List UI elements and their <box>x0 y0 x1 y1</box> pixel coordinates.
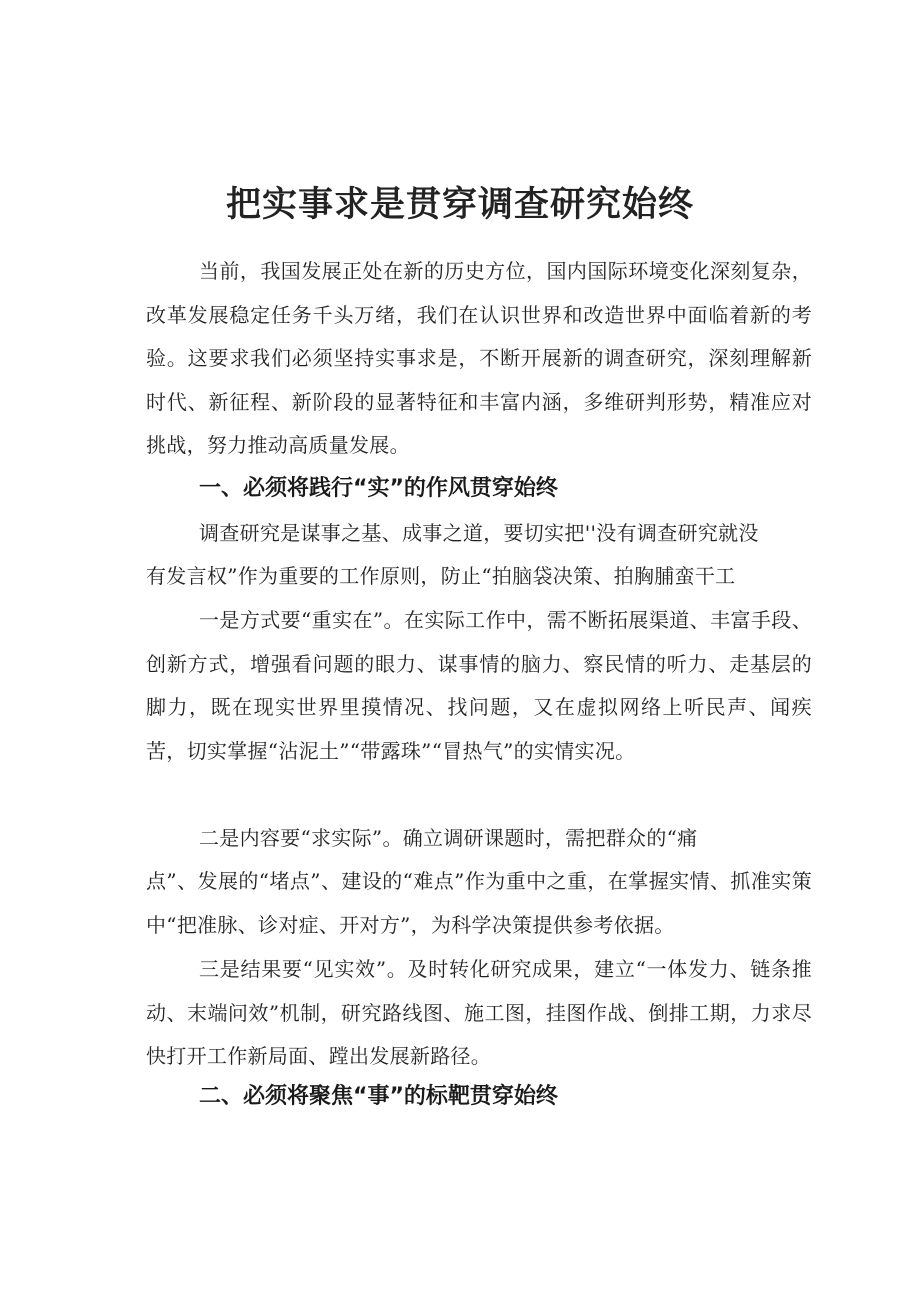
intro-paragraph: 当前，我国发展正处在新的历史方位，国内国际环境变化深刻复杂，改革发展稳定任务千头万绪，我们在认识世界和改造世界中面临着新的考验。这要求我们必须坚持实事求是，不断开展新的调查研究，深刻理解新时代、新征程、新阶段的显著特征和丰富内涵，多维研判形势，精准应对挑战，努力推动高质量发展。 <box>146 259 812 457</box>
section-1-point-2-rest: 点”、发展的“堵点”、建设的“难点”作为重中之重，在掌握实情、抓准实策中“把准脉、诊对症、开对方”，为科学决策提供参考依据。 <box>146 869 812 937</box>
section-1-point-2-line-1: 二是内容要“求实际”。确立调研课题时，需把群众的“痛 <box>199 826 698 850</box>
section-1-lead-line-2: 有发言权”作为重要的工作原则，防止“拍脑袋决策、拍胸脯蛮干工 <box>146 564 736 588</box>
section-1-point-3: 三是结果要“见实效”。及时转化研究成果，建立“一体发力、链条推动、末端问效”机制，研究路线图、施工图，挂图作战、倒排工期，力求尽快打开工作新局面、蹚出发展新路径。 <box>146 957 812 1068</box>
section-1-point-1: 一是方式要“重实在”。在实际工作中，需不断拓展渠道、丰富手段、创新方式，增强看问题的眼力、谋事情的脑力、察民情的听力、走基层的脚力，既在现实世界里摸情况、找问题，又在虚拟网络上听民声、闻疾苦，切实掌握“沾泥土”“带露珠”“冒热气”的实情实况。 <box>146 608 812 763</box>
section-2-heading: 二、必须将聚焦“事”的标靶贯穿始终 <box>199 1084 558 1109</box>
section-1-lead-line-1: 调查研究是谋事之基、成事之道，要切实把''没有调查研究就没 <box>199 521 759 545</box>
section-1-heading: 一、必须将践行“实”的作风贯穿始终 <box>199 476 558 501</box>
document-title: 把实事求是贯穿调查研究始终 <box>225 184 694 226</box>
